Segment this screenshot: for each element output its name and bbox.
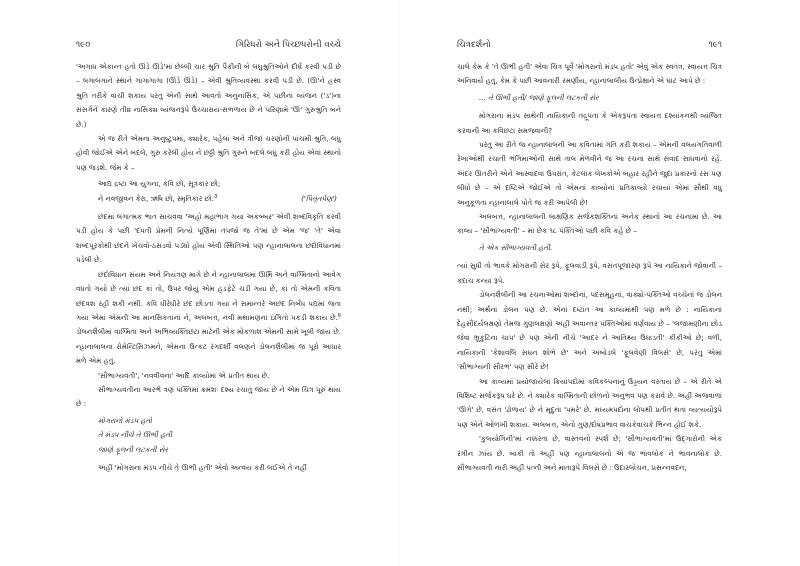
left-running-title: ગિરિધરો અને પિચ્છધરોની વચ્ચે (235, 40, 341, 50)
right-running-title: ચિત્રદર્શનો (457, 40, 491, 50)
left-body-text (76, 60, 341, 475)
verse-quote (98, 177, 341, 206)
paragraph: ચાલે કેમ કે 'તે ઊભી હતી' એવા ચિત્ર પૂર્વે 'મોગરાનો મંડપ હતો' એવું એક સ્વતંત્ર, સ્વાયત્ત ચિત્ર અનિવાર્ય હતું, કેમ કે પછી આવનારી રમણીય, ન્હાનાલાલીય ઉત્પ્રેક્ષાને એ ઘાટ આપે છે : (457, 62, 722, 86)
footnote-mark: ૪ (337, 312, 341, 319)
verse-quote (479, 241, 722, 255)
paragraph: ત્યાં સુધી તો ભાવકે મોગરાની સેર રૂપે, ફૂલવાડી રૂપે, વસંતપૂજારણ રૂપે આ નાયિકાને જોવાની – કદાચ કન્યા રૂપે. (457, 261, 722, 285)
paragraph: અહીં 'મોગરાના મંડપ નીચે તે ઊભી હતી' એવો અન્વય કરી લઈએ તે નહીં (98, 462, 307, 472)
verse-line: જાણે ફૂલની લટકતી સેર (98, 444, 169, 454)
paragraph: 'સૌભાગ્યવતી', 'નવવીવના' આદિ કાવ્યોમાં એ પ્રતીત થાય છે. (98, 370, 270, 380)
paragraph: 'કુલયોગિની'માં નક્કરતા છે, વાસ્તવનો સ્પર્શ છે; 'સૌભાગ્યવતી'માં ઉદ્ગારોની એક રંગીન ઝાંય છે. બાકી તો અહીં પણ ન્હાનાલાલનો એ જ ભાવલોક ને ભાવનાલોક છે. સૌભાગ્યવતી નારી અહીં પત્ની અને માતારૂપે વિલસે છે : ઉદારલોચન, પ્રસન્નવદન, (457, 434, 722, 472)
verse-line: તે એક સૌભાગ્યવતી હતી. (479, 242, 553, 252)
paragraph: 'અગાધ એકાન્ત હતો ઊંડે ઊંડે'માં છેલ્લી ચાર શ્રુતિ પૈકીની બે લઘુશ્રુતિઓને દીર્ઘ કરવી પડી છે – લગાલગાને સ્થાને ગાગાગાગા (ઊંડે ઊંડે) – એવી શ્રુતિવ્યવસ્થા કરવી પડી છે. (ઊં'ને હ્રસ્વ શ્રુતિ તરીકે વાંચી શકાય પરંતુ એની સાથે આવતો અનુનાસિક, એ પછીના વ્યંજન ('ડ')ના સંસર્ગને કારણે તીવ્ર નાસિક્ય વ્યંજનરૂપે ઉચ્ચારાય-સંભળાય છે ને પરિણામે 'ઊં' ગુરુશ્રુતિ બને છે.) (76, 62, 341, 129)
footnote-mark: ૩ (214, 193, 218, 200)
right-page-number: ૧૯૧ (708, 40, 722, 50)
paragraph: મોગરાના મંડપ સાથેની નાયિકાની તદ્રૂપતા કે એકરૂપતા સ્વાયત્ત દશ્યાંકનથી વ્યંજિત કરવાની આ કવિછટા સમજવાની? (457, 111, 722, 135)
verse-line: તે મંડપ નીચે તે ઊભી હતી (98, 430, 172, 440)
right-body-text (457, 60, 722, 475)
paragraph: ડોલનશૈલીની આ રચનાઓમાં શબ્દોનાં, પદસમૂહનાં, વાક્યો-પંક્તિઓ વચ્ચેનાં જ ડોલન નથી; અર્થનાં ડોલન પણ છે. એનાં દષ્ટાંત આ કાવ્યમાંથી પણ મળે છે : નાયિકાનાં દેહસૌંદર્યલક્ષણો તેમજ ગુણલક્ષણો અહીં અવાન્તર પંક્તિઓમાં વર્ણવાય છે – 'લજામણીના છોડ જેવા ભ્રૂકુટિના ચાપ' છે પણ એની નીચે 'આદર ને આતિથ્ય ઉઘાડતી' કીકીઓ છે; વળી, નાયિકાની 'કેશાવલિ સઘન શોભે છે' અને અંબોડલે 'ફૂલવેણી વિલસે' છે, પરંતુ એમાં 'સૌભાગ્યની સૌરભ' પણ સૌરે છે! (457, 290, 722, 372)
verse-line: મોગરાનો મંડપ હતો (98, 415, 152, 425)
paragraph: આ કાવ્યમાં પ્રયોજાયેલાં ક્રિયાપદોમાં કવિકલ્પનાનું ઉડ્ડયન વરતાય છે – એ રીતે એ વિશિષ્ટ સર્જકરૂપ ધરે છે. ને ક્યારેક વાગ્મિતાની છોળનો અનુભવ પણ કરાવે છે. અહીં અજવાળાં 'ઊગે' છે, વસંત 'ઢોળાય' છે ને મૃદુતા 'પમરે' છે. મધ્યમપદોના લોપથી પ્રતીત થતા વ્યત્યયોરૂપે પણ એને ઓળખી શકાય. અલબત્ત, એનો ગુણ/દોષપ્રભાવ વાચકેવાચકે ભિન્ન હોઈ શકે. (457, 376, 722, 429)
left-running-head (76, 40, 341, 51)
verse-quote (479, 91, 722, 105)
paragraph: છંદમાં લગાત્મક ભાત સાચવવા 'અહો મહાભાગ ગયા અકબ્બર' એવી શબ્દવિકૃતિ કરવી પડી હોય કે પછી 'દંપતી પ્રેમની નિત્યે પૂર્ણિમા તપજો જ તે'માં છે એમ 'જ' 'તે' એવા શબ્દપૂરકોથી છંદને ખેંચવો-ઠસડવો પડ્યો હોય એવી સ્થિતિઓ પણ ન્હાનાલાલના છંદોવિધાનમાં પડેલી છે. (76, 212, 341, 265)
paragraph: છંદોવિધાન સંયમ અને નિયંત્રણ માગે છે ને ન્હાનાલાલમાં ઊર્મિ અને વાગ્મિતાનો આવેગ વધતો ગયો છે ત્યાં છંદ કાં તો, ઉપર જોયું એમ હડફેટે ચડી ગયા છે, કાં તો એમની કવિતા છંદવશ રહી શકી નથી. કવિ ધીરેધીરે છંદ છોડતા ગયા ને સમાન્તરે અછંદ નિર્બંધ પદ્યમાં જતા ગયા એમાં એમની આ માનસિકતાનાં ને, અલબત્ત, નવી મથામણનાં ઇંગિતો પકડી શકાય છે.$^૪$ ડોલનશૈલીમાં વાગ્મિતા અને અભિવ્યક્તિછટા માટેની એક મોકળાશ એમની સામે ખૂલી જાય છે. ન્હાનાલાલના રોમેન્ટિસિઝમને, એમના ઉત્કટ રંગદર્શી વલણને ડોલનશૈલીમાં જ પૂરો આધાર મળે એમ હતું. (76, 269, 341, 366)
paragraph: સૌભાગ્યવતીના આરંભે ત્રણ પંક્તિમાં ક્રમશઃ દશ્ય રચાતું જાય છે ને એમ ચિત્ર પૂરું થાય છે : (76, 384, 341, 409)
verse-source: ('પિતૃતર્પણ') (301, 193, 337, 203)
verse-line: ને નવજીવન કેરા, ઋષિ છો, સ્મૃતિકાર છો.$^૩$ ('પિતૃતર્પણ') (98, 192, 341, 206)
right-running-head (457, 40, 722, 51)
right-page (400, 0, 800, 566)
right-page-content (457, 40, 722, 475)
verse-line: ... તે ઊભી હતી/ જાણે ફૂલની લટકતી સેર (479, 92, 599, 102)
paragraph: એ જ રીતે એમના અનુષ્ટુપમાં, ક્યારેક, પહેલાં અને ત્રીજાં ચરણોની પાંચમી શ્રુતિ, લઘુ હોવી જોઈએ એને બદલે, ગુરુ કરેલી હોય ને છઠ્ઠી શ્રુતિ ગુરુને બદલે લઘુ કરી હોય એવાં સ્થાનો પણ જડશે. જેમ કે – (76, 134, 341, 172)
paragraph: અલબત્ત, ન્હાનાલાલની લાક્ષણિક સર્જકશક્તિનાં અનેક સ્થાનો આ રચનામાં છે. આ કાવ્ય – 'સૌભાગ્યવતી' – માં છેક ૧૮ પંક્તિઓ પછી કવિ કહે છે – (457, 212, 722, 236)
paragraph: પરંતુ આ રીતે જ ન્હાનાલાલની આ કવિતામાં ગતિ કરી શકાય – એમની વલયગતિવાળી રેખાઓથી રચાતી ભંગિમાઓની સાથે તાલ મેળવીને જ આ રચના સાથે સંવાદ સાધવાનો રહે. અંદર ઊતરીને એને આસ્વાદવા ઉપરાંત, કેટલાક લેખકોએ બહાર રહીને જુદા પ્રકારનો રસ પણ લીધો છે – એ દષ્ટિએ જોઈએ તો એમનાં કાવ્યોનાં પ્રતિકાવ્યો રચાયાં એમાં સૌથી વધુ અનુકૂળતા ન્હાનાલાલે પોતે જ કરી આપેલી છે! (457, 140, 722, 207)
verse-line: આદ્ય દ્રષ્ટા આ યુગના, કવિ છો, સૂત્રકાર છો; (98, 179, 221, 189)
verse-quote (98, 414, 341, 457)
left-page-number: ૧૯૦ (76, 40, 91, 50)
left-page-content (76, 40, 341, 475)
